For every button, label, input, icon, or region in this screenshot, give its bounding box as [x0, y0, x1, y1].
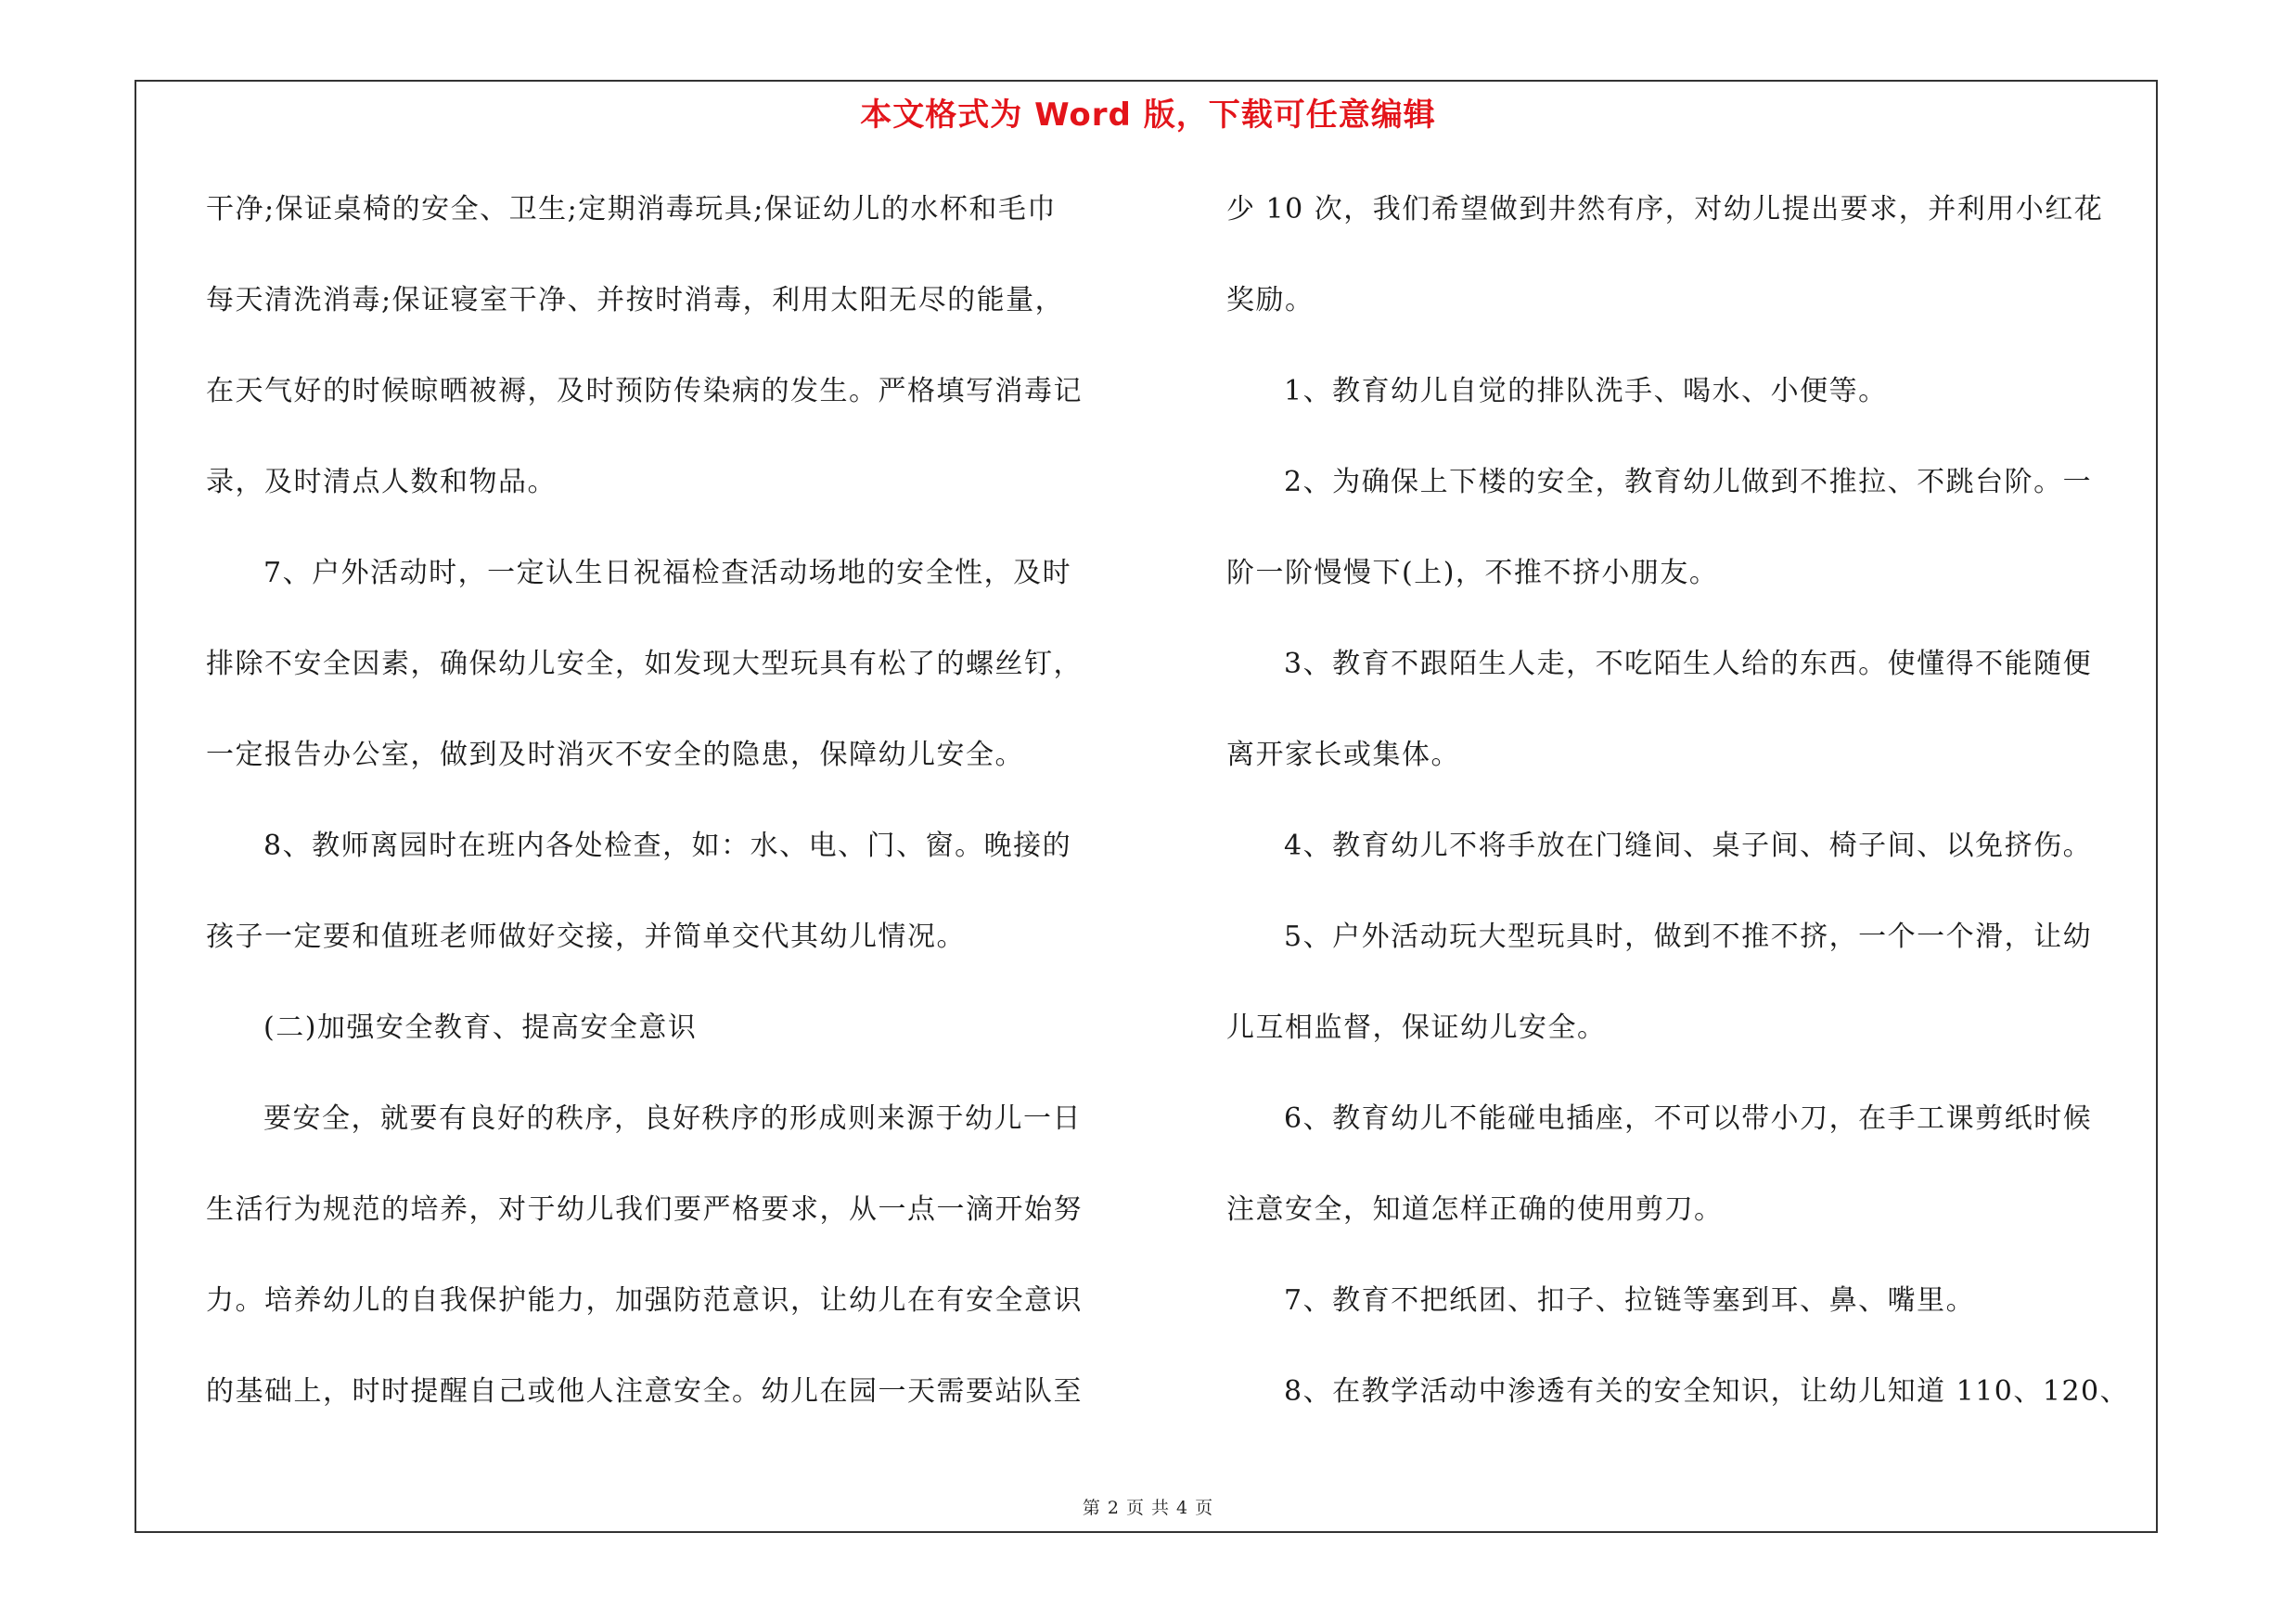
text-line: 注意安全，知道怎样正确的使用剪刀。: [1226, 1193, 1724, 1226]
page-footer: 第 2 页 共 4 页: [1082, 1498, 1214, 1518]
text-line: 1、教育幼儿自觉的排队洗手、喝水、小便等。: [1284, 375, 1888, 407]
text-line: 要安全，就要有良好的秩序，良好秩序的形成则来源于幼儿一日: [263, 1102, 1082, 1135]
text-line: 奖励。: [1226, 284, 1315, 316]
text-line: 8、在教学活动中渗透有关的安全知识，让幼儿知道 110、120、: [1284, 1375, 2130, 1408]
text-line: 离开家长或集体。: [1226, 739, 1460, 771]
text-line: 8、教师离园时在班内各处检查，如：水、电、门、窗。晚接的: [263, 830, 1072, 862]
text-line: 2、为确保上下楼的安全，教育幼儿做到不推拉、不跳台阶。一: [1284, 466, 2093, 498]
left-column: [206, 186, 1143, 1459]
text-line: 5、户外活动玩大型玩具时，做到不推不挤，一个一个滑，让幼: [1284, 921, 2093, 953]
text-line: 的基础上，时时提醒自己或他人注意安全。幼儿在园一天需要站队至: [206, 1375, 1083, 1408]
text-line: 录，及时清点人数和物品。: [206, 466, 557, 498]
text-line: 生活行为规范的培养，对于幼儿我们要严格要求，从一点一滴开始努: [206, 1193, 1083, 1226]
text-line: 阶一阶慢慢下(上)，不推不挤小朋友。: [1226, 557, 1719, 589]
text-line: 干净;保证桌椅的安全、卫生;定期消毒玩具;保证幼儿的水杯和毛巾: [206, 193, 1057, 225]
text-line: 3、教育不跟陌生人走，不吃陌生人给的东西。使懂得不能随便: [1284, 648, 2093, 680]
text-line: 在天气好的时候晾晒被褥，及时预防传染病的发生。严格填写消毒记: [206, 375, 1083, 407]
text-line: 每天清洗消毒;保证寝室干净、并按时消毒，利用太阳无尽的能量，: [206, 284, 1065, 316]
right-column: [1226, 186, 2173, 1459]
text-line: 力。培养幼儿的自我保护能力，加强防范意识，让幼儿在有安全意识: [206, 1284, 1083, 1317]
text-line: 儿互相监督，保证幼儿安全。: [1226, 1011, 1607, 1044]
text-line: 7、教育不把纸团、扣子、拉链等塞到耳、鼻、嘴里。: [1284, 1284, 1976, 1317]
text-line: 6、教育幼儿不能碰电插座，不可以带小刀，在手工课剪纸时候: [1284, 1102, 2093, 1135]
text-line: 孩子一定要和值班老师做好交接，并简单交代其幼儿情况。: [206, 921, 966, 953]
text-line: 一定报告办公室，做到及时消灭不安全的隐患，保障幼儿安全。: [206, 739, 1024, 771]
text-line: (二)加强安全教育、提高安全意识: [263, 1011, 698, 1044]
text-line: 少 10 次，我们希望做到井然有序，对幼儿提出要求，并利用小红花: [1226, 193, 2104, 225]
text-line: 7、户外活动时，一定认生日祝福检查活动场地的安全性，及时: [263, 557, 1072, 589]
header-banner: 本文格式为 Word 版，下载可任意编辑: [860, 97, 1436, 134]
text-line: 排除不安全因素，确保幼儿安全，如发现大型玩具有松了的螺丝钉，: [206, 648, 1083, 680]
text-line: 4、教育幼儿不将手放在门缝间、桌子间、椅子间、以免挤伤。: [1284, 830, 2093, 862]
